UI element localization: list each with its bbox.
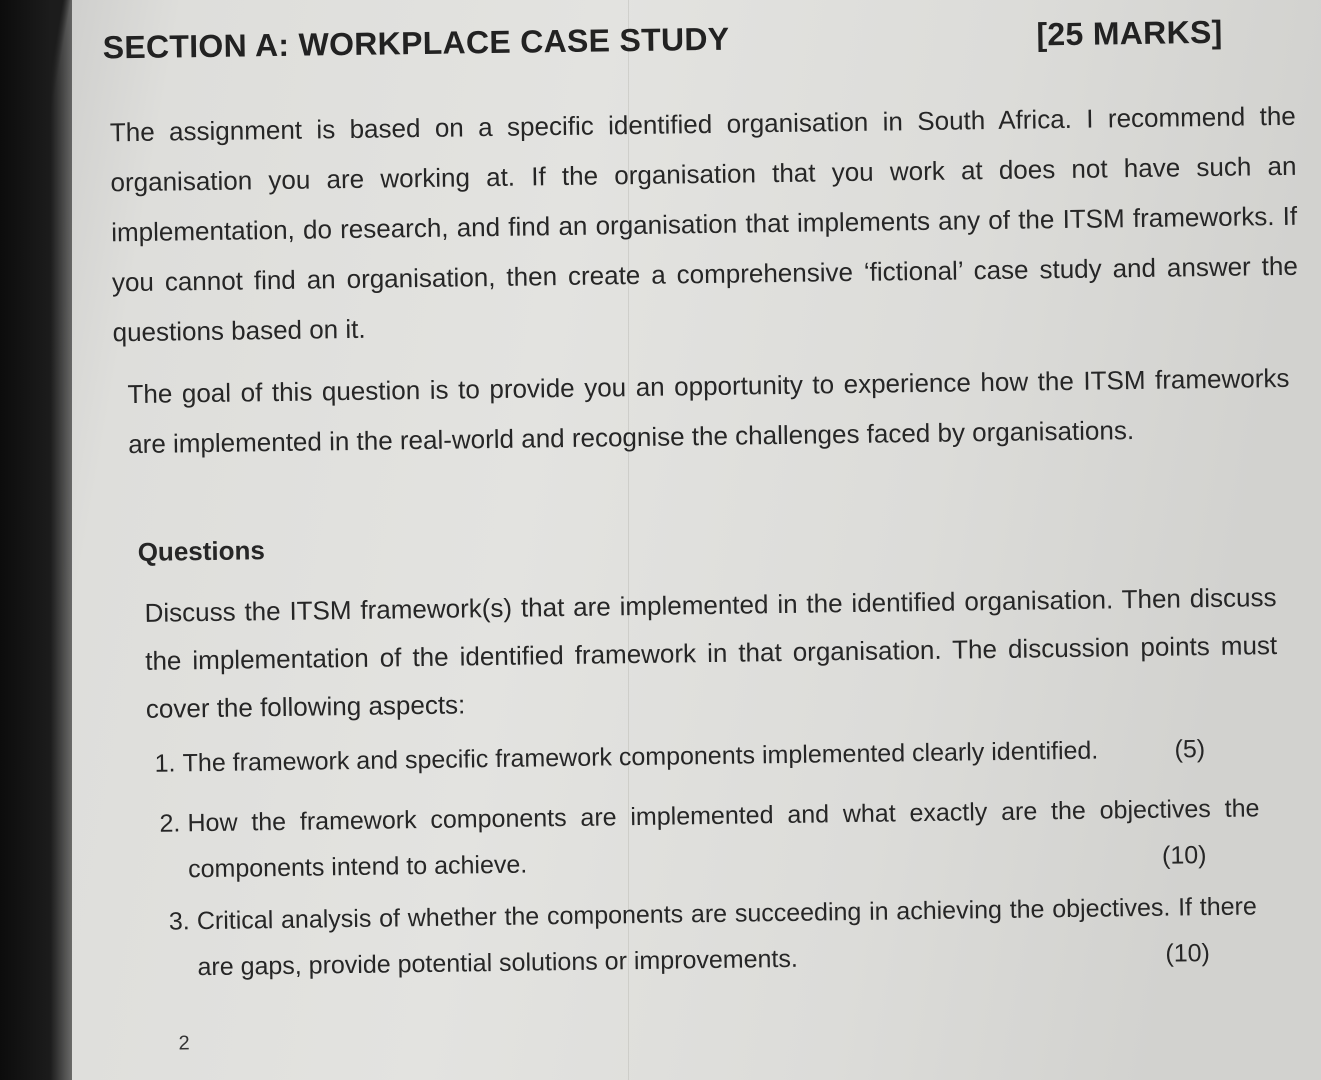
question-text: The framework and specific framework components implemented clearly identified.	[182, 736, 1099, 778]
question-item-2	[159, 785, 1279, 884]
question-number: 3.	[168, 907, 190, 936]
section-title: SECTION A: WORKPLACE CASE STUDY	[102, 20, 730, 66]
question-number: 1.	[154, 749, 176, 778]
intro-paragraph: The assignment is based on a specific identified organisation in South Africa. I recommend the organisation you are working at. If the organisation that you work at does not have such an implementation, do research, and find an organisation that implements any of the ITSM frameworks. If you cannot find an organisation, then create a comprehensive ‘fictional’ case study and answer the questions based on it.	[109, 100, 1299, 348]
questions-heading: Questions	[137, 535, 266, 567]
question-number: 2.	[159, 809, 181, 838]
page-shadow-edge	[0, 0, 72, 1080]
question-text: How the framework components are implemented and what exactly are the objectives the components intend to achieve.	[187, 794, 1260, 884]
assignment-sheet	[60, 0, 1321, 1080]
question-marks: (5)	[1174, 735, 1206, 764]
questions-intro: Discuss the ITSM framework(s) that are implemented in the identified organisation. Then discuss the implementation of the identified framework in that organisation. The discussion points must cover the following aspects:	[144, 582, 1278, 724]
section-marks: [25 MARKS]	[1036, 13, 1223, 53]
page-number: 2	[178, 1032, 190, 1055]
goal-paragraph: The goal of this question is to provide you an opportunity to experience how the ITSM frameworks are implemented in the real-world and recognise the challenges faced by organisations.	[127, 362, 1290, 460]
question-marks: (10)	[1165, 939, 1211, 968]
question-text: Critical analysis of whether the components are succeeding in achieving the objectives. If there are gaps, provide potential solutions or improvements.	[196, 892, 1257, 982]
question-marks: (10)	[1161, 841, 1207, 870]
section-heading	[102, 14, 1222, 67]
